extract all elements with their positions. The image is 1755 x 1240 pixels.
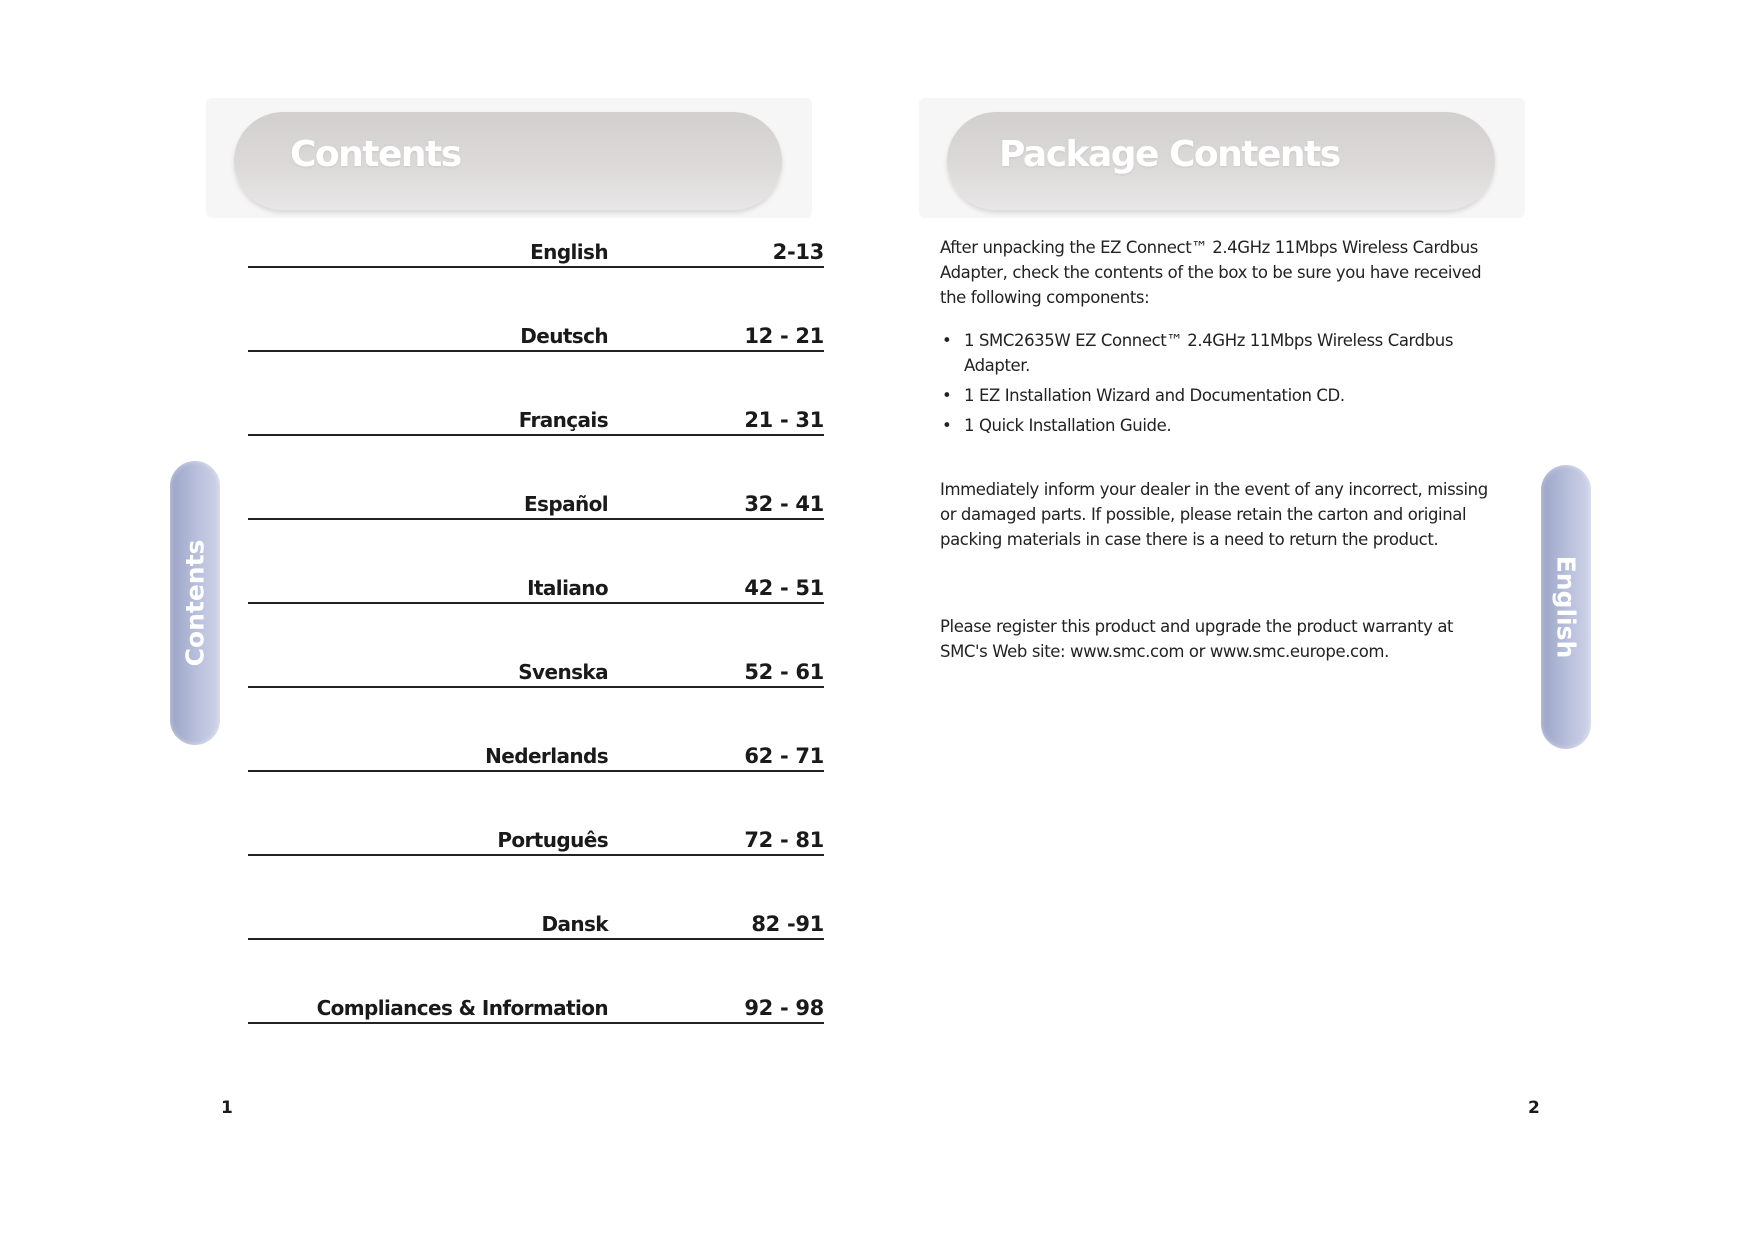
toc-row[interactable] — [248, 740, 824, 772]
toc-language: Compliances & Information — [316, 996, 608, 1020]
list-item — [940, 383, 1500, 408]
page-title: Contents — [290, 134, 461, 175]
list-item-text: 1 Quick Installation Guide. — [964, 416, 1172, 435]
toc-page-range: 12 - 21 — [744, 324, 824, 348]
toc-row[interactable] — [248, 320, 824, 352]
toc-row[interactable] — [248, 488, 824, 520]
side-tab-english — [1541, 465, 1591, 749]
toc-row[interactable] — [248, 572, 824, 604]
toc-page-range: 62 - 71 — [744, 744, 824, 768]
toc-language: Español — [523, 492, 608, 516]
side-tab-contents — [170, 461, 220, 745]
header-banner — [234, 112, 782, 210]
right-page — [877, 0, 1755, 1240]
toc-language: Français — [518, 408, 608, 432]
toc-language: Svenska — [518, 660, 608, 684]
toc-language: Nederlands — [485, 744, 608, 768]
bullet-icon: • — [942, 386, 952, 405]
toc-row[interactable] — [248, 824, 824, 856]
left-page — [0, 0, 877, 1240]
toc-page-range: 2-13 — [772, 240, 824, 264]
page-title: Package Contents — [999, 134, 1340, 175]
toc-page-range: 21 - 31 — [744, 408, 824, 432]
registration-paragraph: Please register this product and upgrade the product warranty at SMC's Web site: www.smc.com or www.smc.europe.com. — [940, 617, 1454, 661]
toc-language: Português — [497, 828, 608, 852]
list-item — [940, 328, 1500, 378]
toc-language: English — [530, 240, 608, 264]
page-number: 1 — [221, 1098, 233, 1118]
toc-row[interactable] — [248, 404, 824, 436]
header-banner — [947, 112, 1495, 210]
toc-language: Dansk — [541, 912, 608, 936]
list-item-text: 1 EZ Installation Wizard and Documentation CD. — [964, 386, 1345, 405]
toc-row[interactable] — [248, 992, 824, 1024]
side-tab-label: English — [1551, 555, 1581, 659]
page-number: 2 — [1528, 1098, 1540, 1118]
toc-page-range: 42 - 51 — [744, 576, 824, 600]
bullet-icon: • — [942, 416, 952, 435]
table-of-contents — [248, 236, 824, 1076]
intro-paragraph: After unpacking the EZ Connect™ 2.4GHz 11Mbps Wireless Cardbus Adapter, check the contents of the box to be sure you have received the following components: — [940, 238, 1482, 307]
toc-row[interactable] — [248, 236, 824, 268]
toc-page-range: 92 - 98 — [744, 996, 824, 1020]
side-tab-label: Contents — [180, 539, 210, 667]
toc-row[interactable] — [248, 908, 824, 940]
notice-paragraph: Immediately inform your dealer in the event of any incorrect, missing or damaged parts. If possible, please retain the carton and original packing materials in case there is a need to return the product. — [940, 480, 1488, 549]
list-item — [940, 413, 1500, 438]
toc-page-range: 82 -91 — [751, 912, 824, 936]
bullet-icon: • — [942, 331, 952, 350]
toc-page-range: 52 - 61 — [744, 660, 824, 684]
toc-row[interactable] — [248, 656, 824, 688]
list-item-text: 1 SMC2635W EZ Connect™ 2.4GHz 11Mbps Wireless Cardbus Adapter. — [964, 331, 1454, 375]
component-list — [940, 328, 1500, 443]
toc-language: Deutsch — [520, 324, 608, 348]
toc-page-range: 72 - 81 — [744, 828, 824, 852]
toc-language: Italiano — [527, 576, 608, 600]
toc-page-range: 32 - 41 — [744, 492, 824, 516]
